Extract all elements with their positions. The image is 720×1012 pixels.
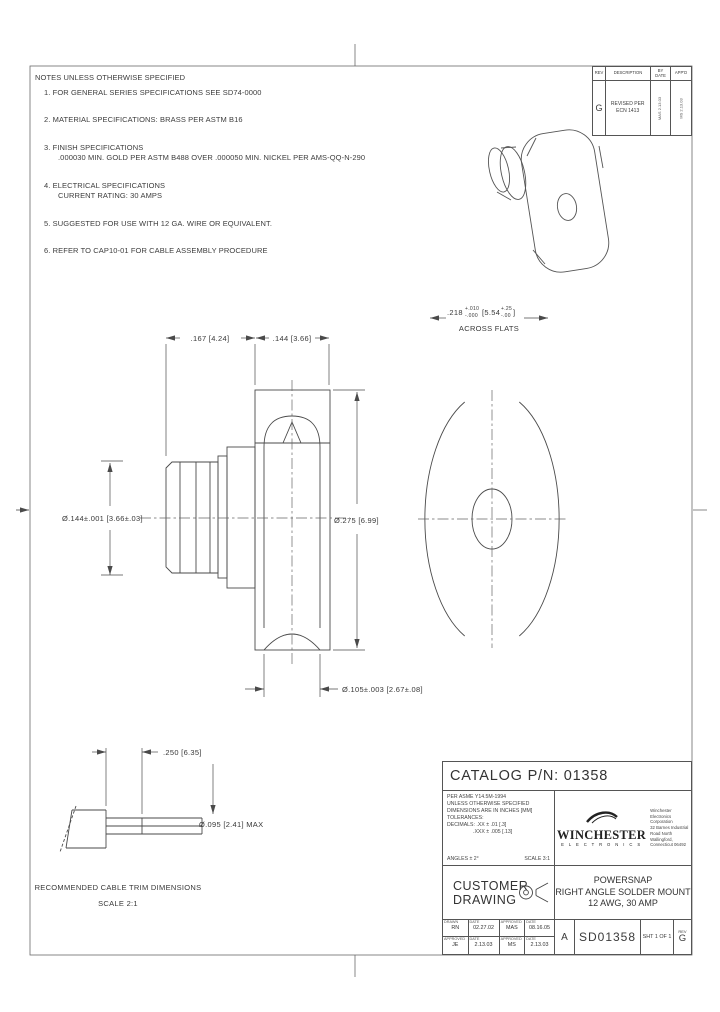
tolerance-block [443, 791, 555, 865]
signoff-value: MAS [506, 924, 518, 931]
revision-header-date: DATE [655, 72, 666, 78]
dimension-lines [101, 318, 548, 697]
spec-line: UNLESS OTHERWISE SPECIFIED [447, 800, 530, 807]
signoff-label: APPROVED [500, 937, 522, 941]
dim-cable-length: .250 [6.35] [163, 748, 202, 757]
revision-appd-value [671, 81, 691, 135]
dim-across-flats-bracket: ] [513, 308, 516, 317]
revision-row [593, 81, 691, 135]
signoff-value: RN [451, 924, 460, 931]
revision-description-line1: REVISED PER [610, 101, 645, 107]
signoff-cell [525, 920, 554, 937]
cable-trim-view [60, 748, 213, 852]
drawing-scale: SCALE 3:1 [524, 856, 550, 863]
dim-barrel-diameter: Ø.144±.001 [3.66±.03] [62, 514, 143, 523]
dim-base-thickness: .144 [3.66] [272, 334, 312, 343]
document-type-cell [443, 866, 555, 919]
document-type-line2: DRAWING [453, 892, 517, 907]
note-3-detail: .000030 MIN. GOLD PER ASTM B488 OVER .000050 MIN. NICKEL PER AMS-QQ-N-290 [58, 153, 366, 162]
spec-line: .XXX ± .005 [.13] [473, 828, 513, 835]
note-5: 5. SUGGESTED FOR USE WITH 12 GA. WIRE OR EQUIVALENT. [44, 218, 273, 228]
spec-line: DECIMALS: .XX ± .01 [.3] [447, 821, 507, 828]
catalog-number: CATALOG P/N: 01358 [450, 768, 609, 784]
document-type-line1: CUSTOMER [453, 878, 529, 893]
company-block [555, 791, 691, 865]
signoff-label: DATE [526, 937, 536, 941]
title-block [442, 790, 692, 955]
signoff-cell [443, 937, 469, 954]
notes-block [35, 73, 385, 256]
revision-block [592, 66, 692, 136]
dim-cable-diameter: Ø.095 [2.41] MAX [199, 820, 264, 829]
revision-header-by-date [651, 67, 671, 80]
signoff-label: DRAWN [444, 920, 459, 924]
note-2: 2. MATERIAL SPECIFICATIONS: BRASS PER ASTM B16 [44, 115, 243, 124]
winchester-swoosh-icon [583, 809, 621, 824]
signoff-value: JE [452, 941, 459, 948]
dim-base-diameter: Ø.275 [6.99] [334, 516, 379, 525]
pictorial-view [485, 126, 613, 276]
sheet-size: A [555, 920, 575, 954]
notes-title: NOTES UNLESS OTHERWISE SPECIFIED [35, 73, 186, 82]
note-1: 1. FOR GENERAL SERIES SPECIFICATIONS SEE SD74-0000 [44, 87, 262, 97]
revision-description-value [606, 81, 651, 135]
signoff-label: DATE [469, 937, 480, 941]
catalog-number-box [442, 761, 692, 790]
revision-label: REV [678, 929, 687, 935]
cable-trim-scale: SCALE 2:1 [98, 899, 138, 908]
revision-cell [674, 920, 691, 954]
product-line2: RIGHT ANGLE SOLDER MOUNT [555, 886, 691, 897]
company-name: WINCHESTER [557, 828, 647, 842]
signoff-value: 2.13.03 [474, 941, 493, 948]
signoff-cell [500, 937, 526, 954]
revision-header-appd: APP'D [674, 70, 688, 76]
side-view [140, 380, 350, 664]
spec-line: DIMENSIONS ARE IN INCHES [MM] [447, 807, 533, 814]
signoff-value: 2.13.03 [530, 941, 549, 948]
revision-by-date-value [651, 81, 671, 135]
revision-header-description: DESCRIPTION [606, 67, 651, 80]
company-address-line3: Wallingford, Connecticut 06492 [650, 836, 686, 848]
dim-across-flats-mm: [5.54 [482, 308, 501, 317]
signoff-label: APPROVED [444, 937, 466, 941]
note-4-detail: CURRENT RATING: 30 AMPS [58, 191, 163, 200]
dim-across-flats-mm-minus: -.00 [501, 313, 511, 319]
sheet-count: SHT 1 OF 1 [641, 920, 674, 954]
signoff-cell [469, 920, 500, 937]
revision-value: G [678, 933, 687, 945]
dim-barrel-length: .167 [4.24] [190, 334, 230, 343]
dim-across-flats-tol-minus: -.000 [465, 313, 478, 319]
product-line1: POWERSNAP [593, 875, 653, 886]
revision-rev-value: G [593, 81, 606, 135]
company-address [650, 808, 689, 849]
company-subname: E L E C T R O N I C S [561, 842, 643, 847]
revision-header-by: BY [657, 68, 664, 74]
revision-header-rev: REV [593, 67, 606, 80]
signoff-label: DATE [469, 920, 480, 924]
signoff-value: 08.16.05 [529, 924, 551, 931]
front-view [418, 390, 566, 648]
signoff-table [443, 920, 555, 954]
angles-tolerance: ANGLES ± 2° [447, 856, 479, 863]
company-address-line1: Winchester Electronics Corporation [650, 807, 673, 825]
dim-hole-diameter: Ø.105±.003 [2.67±.08] [342, 685, 423, 694]
signoff-label: DATE [526, 920, 536, 924]
dim-across-flats-tol-plus: +.010 [465, 306, 480, 312]
spec-line: PER ASME Y14.5M-1994 [447, 794, 507, 800]
note-3: 3. FINISH SPECIFICATIONS [44, 142, 144, 152]
product-title-cell [555, 866, 691, 919]
signoff-cell [443, 920, 469, 937]
revision-by-date-text: MAS 2.13.03 [657, 96, 663, 120]
drawing-id-row [555, 920, 691, 954]
dim-across-flats-inch: .218 [447, 308, 463, 317]
signoff-value: MS [507, 941, 516, 948]
signoff-cell [525, 937, 554, 954]
note-4: 4. ELECTRICAL SPECIFICATIONS [44, 180, 166, 190]
dim-across-flats-mm-plus: +.25 [501, 306, 513, 312]
revision-appd-text: MS 2.13.03 [678, 97, 684, 119]
revision-header-row [593, 67, 691, 81]
signoff-cell [500, 920, 526, 937]
signoff-value: 02.27.02 [473, 924, 495, 931]
note-6: 6. REFER TO CAP10-01 FOR CABLE ASSEMBLY PROCEDURE [44, 246, 268, 255]
spec-line: TOLERANCES: [447, 814, 484, 821]
company-address-line2: 32 Barnes Industrial Road North [650, 825, 689, 836]
signoff-cell [469, 937, 500, 954]
cable-trim-caption: RECOMMENDED CABLE TRIM DIMENSIONS [34, 883, 202, 892]
product-line3: 12 AWG, 30 AMP [588, 898, 658, 909]
drawing-number: SD01358 [575, 920, 641, 954]
dim-across-flats-label: ACROSS FLATS [458, 324, 520, 333]
revision-description-line2: ECN 1413 [616, 108, 640, 114]
third-angle-projection-icon [517, 879, 549, 906]
signoff-label: APPROVED [500, 920, 522, 924]
